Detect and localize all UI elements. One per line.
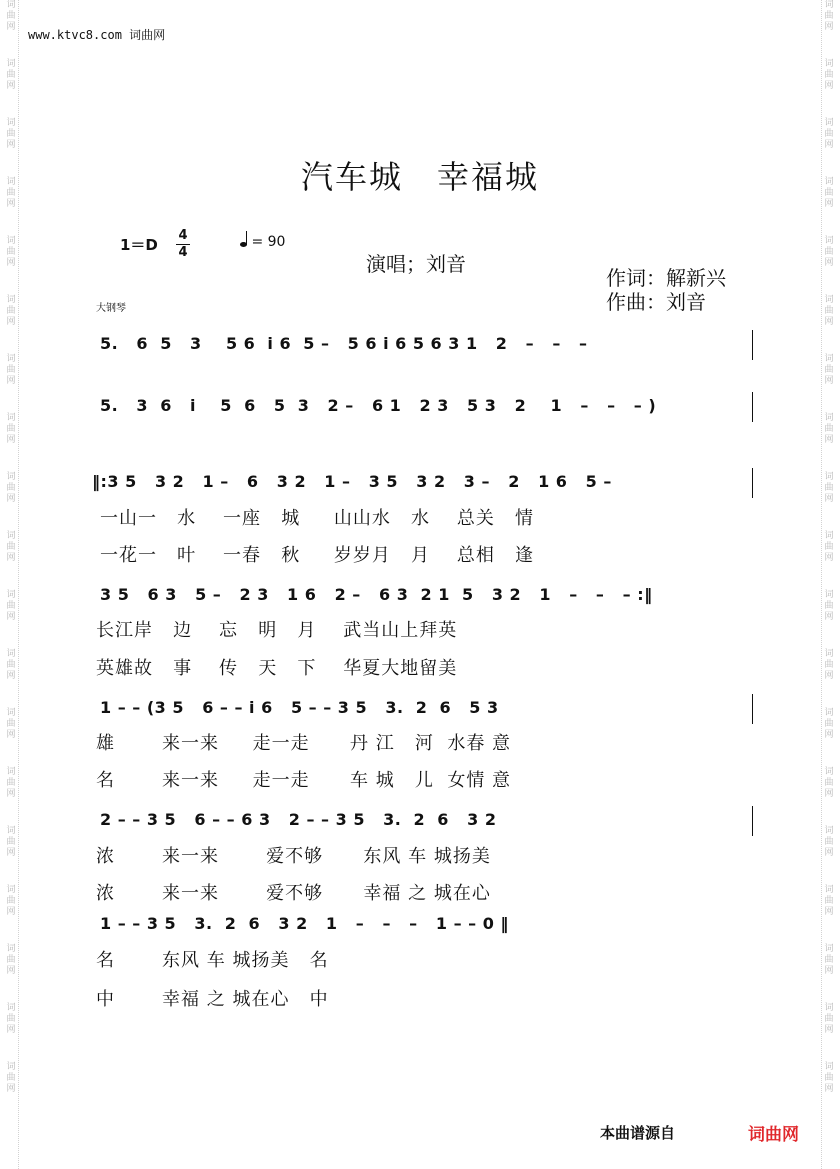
watermark-text: 词曲网 — [6, 1062, 16, 1094]
lyric-row: 一山一 水 一座 城 山山水 水 总关 情 — [100, 508, 535, 529]
watermark-text: 词曲网 — [824, 413, 834, 445]
watermark-text: 词曲网 — [824, 59, 834, 91]
composer-credit: 作曲：刘音 — [606, 290, 706, 314]
watermark-text: 词曲网 — [6, 826, 16, 858]
bar-line — [752, 694, 753, 724]
bar-line — [752, 330, 753, 360]
lyric-row: 中 幸福 之 城在心 中 — [96, 989, 329, 1010]
notation-row: 5. 6 5 3 5 6 i 6 5 – 5 6 i 6 5 6 3 1 2 – – – — [100, 334, 588, 353]
time-signature — [176, 229, 190, 260]
tempo-marking — [240, 234, 285, 250]
lyric-row: 雄 来一来 走一走 丹 江 河 水春 意 — [96, 733, 512, 754]
watermark-text: 词曲网 — [824, 944, 834, 976]
song-title: 汽车城 幸福城 — [300, 158, 539, 196]
lyric-row: 名 东风 车 城扬美 名 — [96, 950, 329, 971]
bar-line — [752, 806, 753, 836]
singer-credit: 演唱；刘音 — [366, 252, 466, 276]
watermark-text: 词曲网 — [6, 0, 16, 32]
lyric-row: 一花一 叶 一春 秋 岁岁月 月 总相 逢 — [100, 545, 535, 566]
site-url[interactable]: www.ktvc8.com 词曲网 — [28, 28, 166, 42]
watermark-text: 词曲网 — [6, 708, 16, 740]
source-link[interactable]: 词曲网 — [748, 1125, 799, 1145]
watermark-text: 词曲网 — [824, 767, 834, 799]
watermark-text: 词曲网 — [6, 885, 16, 917]
watermark-text: 词曲网 — [6, 472, 16, 504]
watermark-text: 词曲网 — [824, 118, 834, 150]
watermark-text: 词曲网 — [824, 1003, 834, 1035]
watermark-text: 词曲网 — [6, 295, 16, 327]
notation-row: ‖:3 5 3 2 1 – 6 3 2 1 – 3 5 3 2 3 – 2 1 6 5 – — [92, 472, 612, 491]
watermark-text: 词曲网 — [824, 1062, 834, 1094]
notation-row: 2 – – 3 5 6 – – 6 3 2 – – 3 5 3. 2 6 3 2 — [100, 810, 497, 829]
watermark-text: 词曲网 — [824, 472, 834, 504]
watermark-text: 词曲网 — [824, 177, 834, 209]
watermark-text: 词曲网 — [824, 590, 834, 622]
watermark-text: 词曲网 — [824, 295, 834, 327]
notation-row: 1 – – (3 5 6 – – i 6 5 – – 3 5 3. 2 6 5 3 — [100, 698, 499, 717]
notation-row: 3 5 6 3 5 – 2 3 1 6 2 – 6 3 2 1 5 3 2 1 – – – :‖ — [100, 585, 653, 604]
lyric-row: 名 来一来 走一走 车 城 儿 女情 意 — [96, 770, 512, 791]
watermark-text: 词曲网 — [6, 767, 16, 799]
watermark-text: 词曲网 — [6, 177, 16, 209]
bar-line — [752, 468, 753, 498]
watermark-text: 词曲网 — [6, 354, 16, 386]
lyricist-credit: 作词：解新兴 — [606, 266, 726, 290]
watermark-text: 词曲网 — [824, 649, 834, 681]
watermark-text: 词曲网 — [6, 236, 16, 268]
watermark-text: 词曲网 — [6, 413, 16, 445]
watermark-text: 词曲网 — [824, 0, 834, 32]
source-label: 本曲谱源自 — [600, 1124, 676, 1142]
meter-bottom: 4 — [178, 245, 188, 260]
watermark-text: 词曲网 — [824, 885, 834, 917]
lyric-row: 浓 来一来 爱不够 东风 车 城扬美 — [96, 846, 491, 867]
lyric-row: 长江岸 边 忘 明 月 武当山上拜英 — [96, 620, 458, 641]
quarter-note-icon — [240, 242, 247, 247]
bar-line — [752, 392, 753, 422]
watermark-text: 词曲网 — [6, 649, 16, 681]
watermark-text: 词曲网 — [6, 531, 16, 563]
notation-row: 5. 3 6 i 5 6 5 3 2 – 6 1 2 3 5 3 2 1 – – – ) — [100, 396, 657, 415]
watermark-text: 词曲网 — [6, 1003, 16, 1035]
meter-top: 4 — [178, 228, 188, 243]
key-signature: 1＝D — [120, 236, 158, 254]
watermark-text: 词曲网 — [824, 708, 834, 740]
watermark-text: 词曲网 — [824, 531, 834, 563]
watermark-text: 词曲网 — [6, 944, 16, 976]
instrument-label: 大钢琴 — [96, 303, 126, 314]
watermark-text: 词曲网 — [824, 354, 834, 386]
watermark-text: 词曲网 — [824, 826, 834, 858]
watermark-text: 词曲网 — [824, 236, 834, 268]
notation-row: 1 – – 3 5 3. 2 6 3 2 1 – – – 1 – – 0 ‖ — [100, 914, 509, 933]
watermark-text: 词曲网 — [6, 59, 16, 91]
watermark-text: 词曲网 — [6, 590, 16, 622]
tempo-value: = 90 — [251, 234, 286, 250]
lyric-row: 浓 来一来 爱不够 幸福 之 城在心 — [96, 883, 491, 904]
lyric-row: 英雄故 事 传 天 下 华夏大地留美 — [96, 658, 458, 679]
watermark-text: 词曲网 — [6, 118, 16, 150]
